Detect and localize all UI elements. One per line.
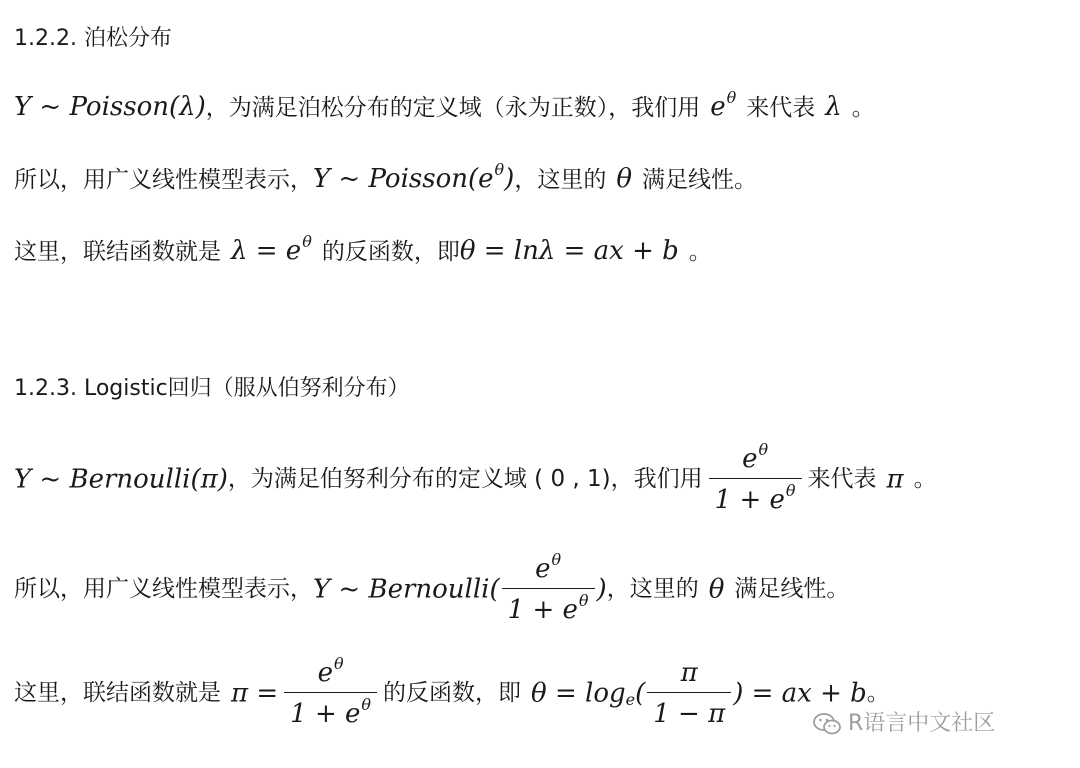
- math-eq-ax-b: ) = ax + b: [733, 678, 867, 709]
- math-pi-eq: π =: [231, 678, 279, 709]
- math-open-paren: (: [635, 678, 646, 709]
- frac-den: 1 + e: [290, 699, 361, 729]
- poisson-line-1: [14, 88, 875, 122]
- section-heading-poisson: 1.2.2. 泊松分布: [14, 26, 172, 51]
- text: ，这里的: [514, 167, 607, 193]
- math-y-bernoulli-pi: Y ~ Bernoulli(π): [14, 464, 228, 495]
- watermark-text: R语言中文社区: [848, 711, 996, 736]
- frac-num-theta: θ: [551, 550, 562, 569]
- frac-num-theta: θ: [758, 440, 769, 459]
- fraction-pi: [647, 660, 731, 727]
- text: ，为满足伯努利分布的定义域 ( 0 , 1)，我们用: [227, 466, 703, 492]
- math-sub-e: e: [625, 689, 636, 709]
- frac-den-theta: θ: [578, 591, 589, 610]
- logistic-line-1: [14, 440, 937, 515]
- text: 。: [688, 239, 712, 265]
- fraction-e-theta: [502, 550, 595, 625]
- fraction-e-theta: [709, 440, 802, 515]
- text: 所以，用广义线性模型表示，: [14, 576, 313, 602]
- text: ，这里的: [606, 576, 699, 602]
- frac-num-e: e: [535, 554, 551, 584]
- text: ，为满足泊松分布的定义域（永为正数），我们用: [205, 95, 701, 121]
- wechat-icon: [812, 712, 842, 736]
- frac-den: 1 + e: [714, 485, 785, 515]
- text: 满足线性。: [641, 167, 757, 193]
- math-close-paren: ): [596, 574, 607, 605]
- text: 的反函数，即: [321, 239, 460, 265]
- frac-num-pi: π: [680, 658, 698, 688]
- math-close-paren: ): [504, 164, 515, 194]
- text: 的反函数，即: [383, 680, 522, 706]
- math-theta: θ: [708, 574, 725, 605]
- text: 来代表: [807, 466, 877, 492]
- frac-den-one-minus-pi: 1 − π: [647, 692, 731, 727]
- math-e: e: [478, 164, 494, 194]
- text: 所以，用广义线性模型表示，: [14, 167, 313, 193]
- math-y-poisson-lambda: Y ~ Poisson(λ): [14, 92, 206, 122]
- frac-num-e: e: [317, 658, 333, 688]
- frac-num-theta: θ: [333, 654, 344, 673]
- text: 这里，联结函数就是: [14, 239, 221, 265]
- math-pi: π: [886, 464, 904, 495]
- text: 。: [866, 680, 890, 706]
- frac-num-e: e: [742, 444, 758, 474]
- math-theta: θ: [616, 164, 632, 194]
- watermark: [812, 706, 995, 737]
- math-theta-sup: θ: [726, 88, 737, 107]
- math-theta-sup: θ: [302, 232, 312, 251]
- text: 。: [851, 95, 875, 121]
- logistic-line-3: [14, 654, 890, 729]
- math-lambda-eq-e: λ = e: [231, 236, 302, 266]
- section-heading-logistic: 1.2.3. Logistic回归（服从伯努利分布）: [14, 376, 410, 401]
- text: 满足线性。: [734, 576, 850, 602]
- math-theta-eq-ln: θ = lnλ = ax + b: [459, 236, 679, 266]
- poisson-line-2: [14, 160, 757, 194]
- text: 。: [913, 466, 937, 492]
- math-y-bernoulli-pre: Y ~ Bernoulli(: [313, 574, 500, 605]
- math-theta-sup: θ: [494, 160, 505, 179]
- frac-den-theta: θ: [785, 481, 796, 500]
- math-e: e: [710, 92, 726, 122]
- logistic-line-2: [14, 550, 850, 625]
- text: 来代表: [746, 95, 816, 121]
- frac-den: 1 + e: [507, 595, 578, 625]
- text: 这里，联结函数就是: [14, 680, 221, 706]
- fraction-e-theta: [284, 654, 377, 729]
- math-theta-eq-log: θ = log: [531, 678, 626, 709]
- math-lambda: λ: [825, 92, 842, 122]
- frac-den-theta: θ: [361, 695, 372, 714]
- math-y-poisson-pre: Y ~ Poisson(: [313, 164, 479, 194]
- poisson-line-3: [14, 232, 712, 266]
